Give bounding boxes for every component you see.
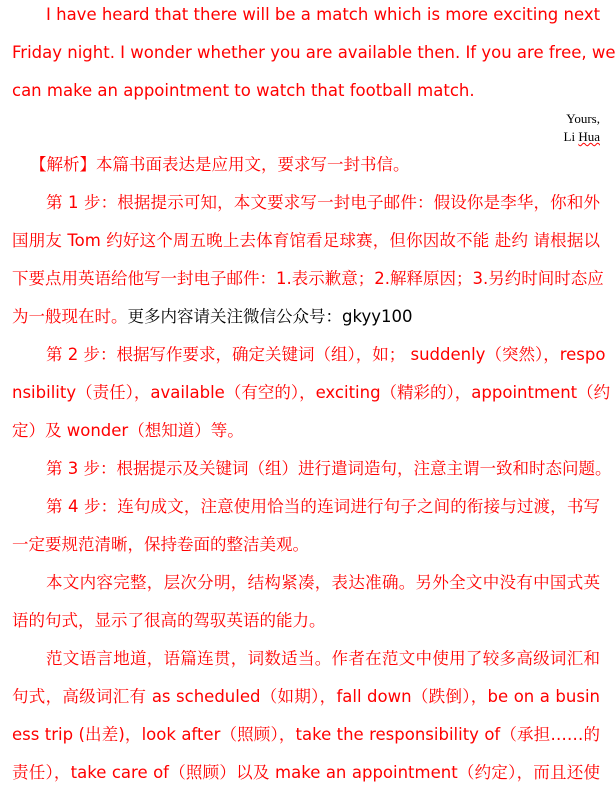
text-line: 范文语言地道，语篇连贯，词数适当。作者在范文中使用了较多高级词汇和 — [46, 649, 600, 668]
text-line: ess trip (出差)，look after（照顾），take the responsibility of（承担……的 — [12, 725, 600, 744]
step-2-paragraph — [12, 336, 611, 450]
language-paragraph — [12, 640, 600, 792]
text-line: 下要点用英语给他写一封电子邮件：1.表示歉意；2.解释原因；3.另约时间时态应 — [12, 269, 604, 288]
signature — [12, 128, 600, 146]
signature-last: Hua — [578, 129, 600, 144]
signature-first: Li — [563, 129, 579, 144]
letter-paragraph — [12, 0, 616, 110]
step-3-paragraph — [12, 450, 612, 488]
text-line: Friday night. I wonder whether you are available then. If you are free, we — [12, 43, 616, 62]
text-line — [12, 298, 600, 336]
step-4-paragraph — [12, 488, 600, 564]
step-1-paragraph — [12, 184, 604, 336]
document-body — [12, 0, 616, 792]
text-line: 第 2 步：根据写作要求，确定关键词（组），如； suddenly（突然），respo — [46, 345, 606, 364]
text-line: 本文内容完整，层次分明，结构紧凑，表达准确。另外全文中没有中国式英 — [46, 573, 600, 592]
text-line: 第 3 步：根据提示及关键词（组）进行遣词造句，注意主谓一致和时态问题。 — [46, 459, 612, 478]
text-line: I have heard that there will be a match which is more exciting next — [46, 5, 601, 24]
text-line: can make an appointment to watch that football match. — [12, 81, 475, 100]
text-line: 语的句式，显示了很高的驾驭英语的能力。 — [12, 611, 326, 630]
closing: Yours, — [566, 111, 600, 126]
text-line: 一定要规范清晰，保持卷面的整洁美观。 — [12, 535, 309, 554]
summary-paragraph — [12, 564, 600, 640]
text-line: 第 1 步：根据提示可知，本文要求写一封电子邮件：假设你是李华，你和外 — [46, 193, 600, 212]
promo-text: 更多内容请关注微信公众号：gkyy100 — [127, 307, 413, 326]
text-line: 句式，高级词汇有 as scheduled（如期），fall down（跌倒），be on a busin — [12, 687, 600, 706]
text-line: 责任），take care of（照顾）以及 make an appointment（约定），而且还使 — [12, 763, 600, 782]
text-segment: 为一般现在时。 — [12, 307, 128, 326]
text-line: 国朋友 Tom 约好这个周五晚上去体育馆看足球赛，但你因故不能 赴约 请根据以 — [12, 231, 600, 250]
text-line: nsibility（责任），available（有空的），exciting（精彩的），appointment（约 — [12, 383, 611, 402]
text-line: 第 4 步：连句成文，注意使用恰当的连词进行句子之间的衔接与过渡，书写 — [46, 497, 600, 516]
text-line: 定）及 wonder（想知道）等。 — [12, 421, 244, 440]
analysis-heading: 【解析】本篇书面表达是应用文，要求写一封书信。 — [30, 155, 410, 174]
